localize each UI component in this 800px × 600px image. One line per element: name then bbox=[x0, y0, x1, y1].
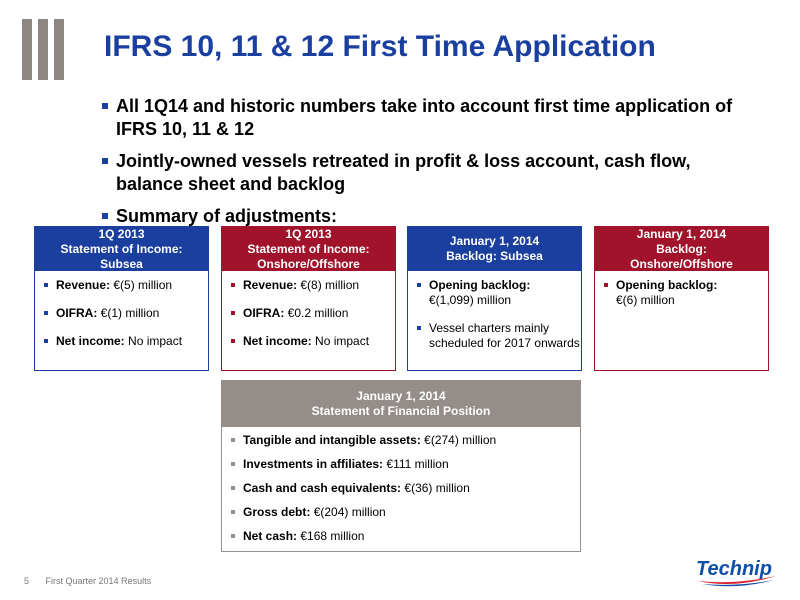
list-item: Revenue: €(5) million bbox=[35, 278, 208, 293]
list-item: Cash and cash equivalents: €(36) million bbox=[222, 481, 580, 496]
header-line: Onshore/Offshore bbox=[257, 256, 360, 271]
list-item: OIFRA: €0.2 million bbox=[222, 306, 395, 321]
page-number: 5 bbox=[24, 576, 30, 586]
box-header bbox=[222, 227, 395, 271]
decor-bar-2 bbox=[38, 19, 48, 80]
header-line: Statement of Income: bbox=[247, 241, 370, 256]
header-line: Onshore/Offshore bbox=[630, 256, 733, 271]
header-line: Subsea bbox=[100, 256, 143, 271]
list-item: Gross debt: €(204) million bbox=[222, 505, 580, 520]
main-bullets bbox=[102, 95, 742, 237]
list-item: Revenue: €(8) million bbox=[222, 278, 395, 293]
list-item: Net cash: €168 million bbox=[222, 529, 580, 544]
list-item: Opening backlog: €(1,099) million bbox=[408, 278, 581, 308]
technip-logo bbox=[694, 553, 778, 587]
header-line: 1Q 2013 bbox=[98, 226, 145, 241]
box-backlog-subsea bbox=[407, 226, 582, 371]
header-line: Statement of Financial Position bbox=[311, 404, 491, 418]
list-item: Vessel charters mainly scheduled for 2017 onwards bbox=[408, 321, 581, 351]
header-line: Backlog: Subsea bbox=[446, 249, 543, 263]
box-header bbox=[222, 381, 580, 427]
header-line: Backlog: bbox=[656, 241, 707, 256]
list-item: Investments in affiliates: €111 million bbox=[222, 457, 580, 472]
bullet-3: Summary of adjustments: bbox=[102, 205, 742, 228]
header-line: January 1, 2014 bbox=[449, 234, 540, 248]
list-item: OIFRA: €(1) million bbox=[35, 306, 208, 321]
header-line: Statement of Income: bbox=[60, 241, 183, 256]
decor-bar-1 bbox=[22, 19, 32, 80]
box-header bbox=[35, 227, 208, 271]
header-line: January 1, 2014 bbox=[356, 389, 446, 403]
header-line: January 1, 2014 bbox=[636, 226, 727, 241]
list-item: Net income: No impact bbox=[222, 334, 395, 349]
list-item: Net income: No impact bbox=[35, 334, 208, 349]
logo-text: Technip bbox=[696, 558, 772, 580]
footer bbox=[24, 576, 151, 586]
box-income-subsea bbox=[34, 226, 209, 371]
header-line: 1Q 2013 bbox=[285, 226, 332, 241]
box-income-onshore-offshore bbox=[221, 226, 396, 371]
box-financial-position bbox=[221, 380, 581, 552]
slide-title: IFRS 10, 11 & 12 First Time Application bbox=[104, 30, 656, 63]
footer-text: First Quarter 2014 Results bbox=[45, 576, 152, 586]
bullet-2: Jointly-owned vessels retreated in profit & loss account, cash flow, balance sheet and backlog bbox=[102, 150, 742, 196]
list-item: Tangible and intangible assets: €(274) million bbox=[222, 433, 580, 448]
bullet-1: All 1Q14 and historic numbers take into account first time application of IFRS 10, 11 & 12 bbox=[102, 95, 742, 141]
list-item: Opening backlog: €(6) million bbox=[595, 278, 768, 308]
box-header bbox=[408, 227, 581, 271]
box-backlog-onshore-offshore bbox=[594, 226, 769, 371]
decor-bar-3 bbox=[54, 19, 64, 80]
box-header bbox=[595, 227, 768, 271]
